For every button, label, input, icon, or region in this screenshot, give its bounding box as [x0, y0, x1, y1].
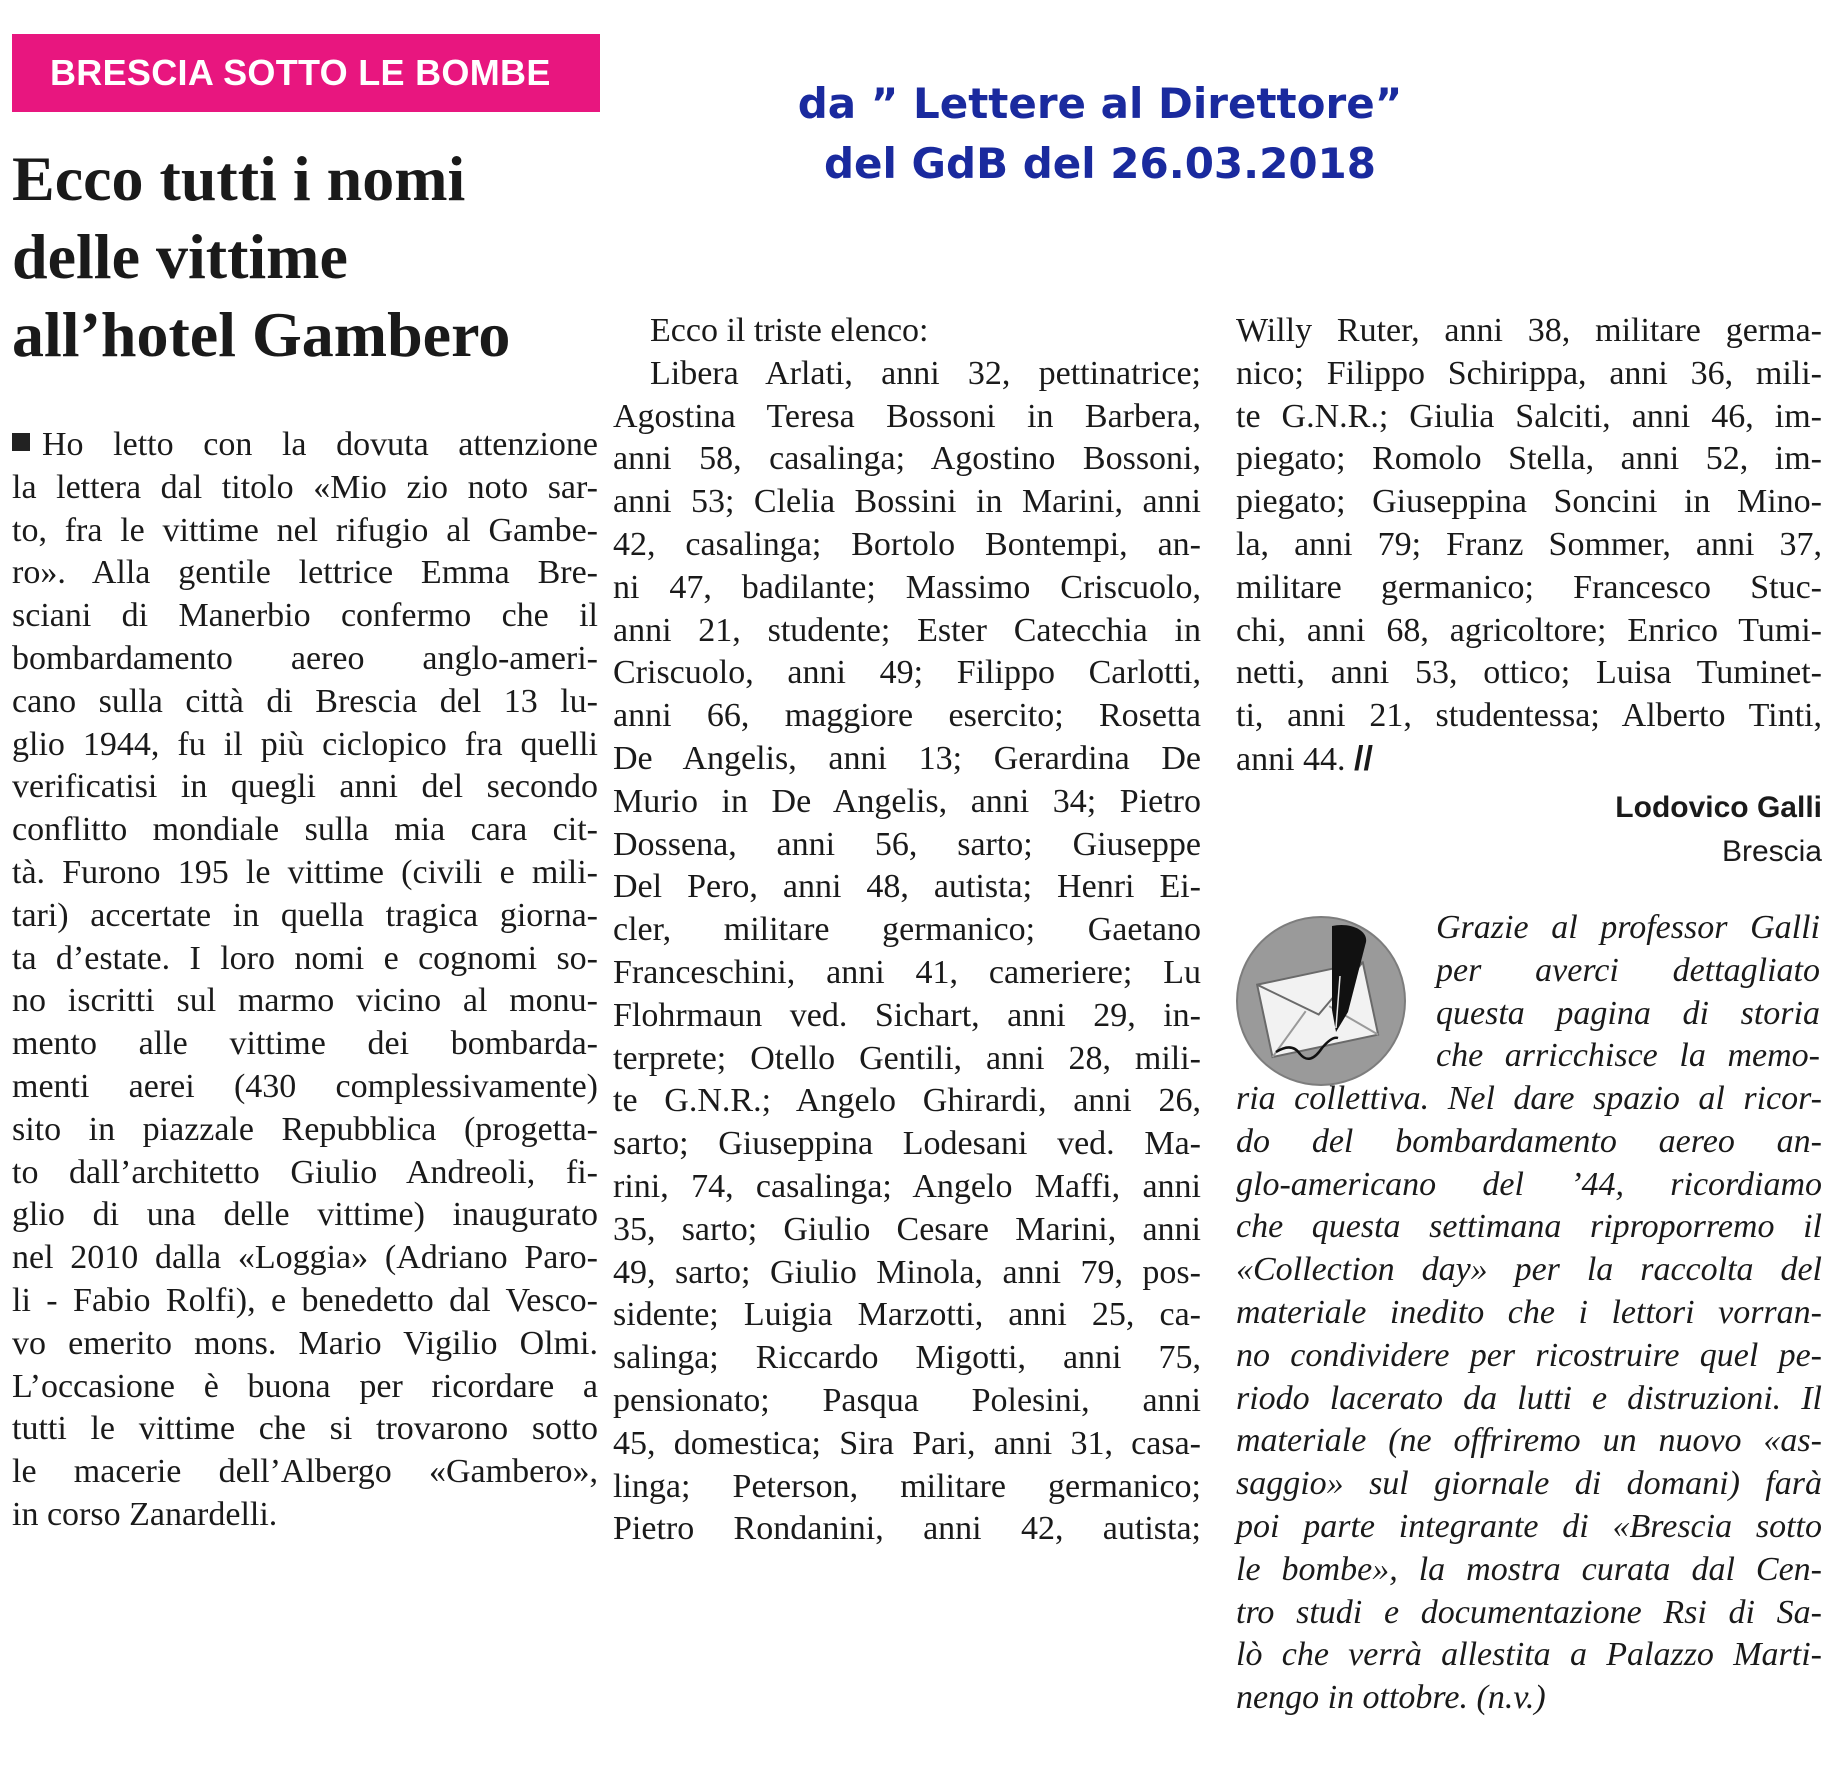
signature: [1615, 786, 1822, 874]
letter-column-1: [12, 424, 598, 1537]
text-line: cler, militare germanico; Gaetano: [613, 911, 1201, 949]
text-line: per averci dettagliato: [1436, 951, 1820, 989]
text-line: che questa settimana riproporremo il: [1236, 1208, 1822, 1246]
text-line: li - Fabio Rolfi), e benedetto dal Vesco-: [12, 1281, 598, 1319]
text-line: netti, anni 53, ottico; Luisa Tuminet-: [1236, 654, 1822, 692]
text-line: ni 47, badilante; Massimo Criscuolo,: [613, 568, 1201, 606]
headline: [12, 140, 612, 374]
text-line: poi parte integrante di «Brescia sotto: [1236, 1507, 1822, 1545]
text-line: Flohrmaun ved. Sichart, anni 29, in-: [613, 996, 1201, 1034]
letter-pen-icon: [1236, 916, 1406, 1086]
text-line: le macerie dell’Albergo «Gambero»,: [12, 1453, 598, 1491]
text-line: 49, sarto; Giulio Minola, anni 79, pos-: [613, 1253, 1201, 1291]
text-line: anni 21, studente; Ester Catecchia in: [613, 611, 1201, 649]
text-line: tari) accertate in quella tragica giorna-: [12, 896, 598, 934]
text-line: Ho letto con la dovuta attenzione: [12, 424, 598, 467]
text-line: le bombe», la mostra curata dal Cen-: [1236, 1550, 1822, 1588]
bullet-square-icon: [12, 433, 30, 451]
text-line: «Collection day» per la raccolta del: [1236, 1251, 1822, 1289]
text-line: lò che verrà allestita a Palazzo Marti-: [1236, 1636, 1822, 1674]
text-line: terprete; Otello Gentili, anni 28, mili-: [613, 1039, 1201, 1077]
text-line: no iscritti sul marmo vicino al monu-: [12, 982, 598, 1020]
text-line: Del Pero, anni 48, autista; Henri Ei-: [613, 868, 1201, 906]
headline-line: all’hotel Gambero: [12, 299, 511, 370]
text-line: nengo in ottobre. (n.v.): [1236, 1679, 1546, 1717]
headline-line: delle vittime: [12, 221, 348, 292]
text-line: Dossena, anni 56, sarto; Giuseppe: [613, 825, 1201, 863]
text-line: nico; Filippo Schirippa, anni 36, mili-: [1236, 354, 1822, 392]
text-line: Criscuolo, anni 49; Filippo Carlotti,: [613, 654, 1201, 692]
text-line: cano sulla città di Brescia del 13 lu-: [12, 682, 598, 720]
text-line: Libera Arlati, anni 32, pettinatrice;: [650, 354, 1201, 392]
text-line: glio di una delle vittime) inaugurato: [12, 1196, 598, 1234]
text-line: De Angelis, anni 13; Gerardina De: [613, 739, 1201, 777]
text-line: glio 1944, fu il più ciclopico fra quelli: [12, 725, 598, 763]
text-line: menti aerei (430 complessivamente): [12, 1067, 598, 1105]
text-line: conflitto mondiale sulla mia cara cit-: [12, 811, 598, 849]
text-line: salinga; Riccardo Migotti, anni 75,: [613, 1339, 1201, 1377]
text-line: to dall’architetto Giulio Andreoli, fi-: [12, 1153, 598, 1191]
text-line: ti, anni 21, studentessa; Alberto Tinti,: [1236, 697, 1822, 735]
text-line: tro studi e documentazione Rsi di Sa-: [1236, 1593, 1822, 1631]
text-line: piegato; Giuseppina Soncini in Mino-: [1236, 483, 1822, 521]
victims-list-column-continued: [1236, 310, 1822, 782]
text-line: sito in piazzale Repubblica (progetta-: [12, 1110, 598, 1148]
text-line: Ecco il triste elenco:: [650, 312, 929, 349]
headline-line: Ecco tutti i nomi: [12, 143, 466, 214]
source-line-1: da ” Lettere al Direttore”: [797, 79, 1403, 128]
text-line: te G.N.R.; Angelo Ghirardi, anni 26,: [613, 1082, 1201, 1120]
text-line: Murio in De Angelis, anni 34; Pietro: [613, 782, 1201, 820]
text-line: ta d’estate. I loro nomi e cognomi so-: [12, 939, 598, 977]
text-line: Pietro Rondanini, anni 42, autista;: [613, 1510, 1201, 1548]
section-kicker: BRESCIA SOTTO LE BOMBE: [12, 34, 600, 112]
text-line: 45, domestica; Sira Pari, anni 31, casa-: [613, 1424, 1201, 1462]
text-line: materiale inedito che i lettori vorran-: [1236, 1293, 1822, 1331]
source-line-2: del GdB del 26.03.2018: [823, 139, 1376, 188]
text-line: rini, 74, casalinga; Angelo Maffi, anni: [613, 1167, 1201, 1205]
source-caption: [700, 74, 1500, 194]
text-line: linga; Peterson, militare germanico;: [613, 1467, 1201, 1505]
text-line: materiale (ne offriremo un nuovo «as-: [1236, 1422, 1822, 1460]
editor-note-top: [1436, 907, 1820, 1078]
text-line: sidente; Luigia Marzotti, anni 25, ca-: [613, 1296, 1201, 1334]
text-line: tutti le vittime che si trovarono sotto: [12, 1410, 598, 1448]
text-line: ria collettiva. Nel dare spazio al ricor-: [1236, 1080, 1822, 1117]
text-line: anni 58, casalinga; Agostino Bossoni,: [613, 440, 1201, 478]
victims-list-column: [613, 310, 1201, 1551]
text-line: ro». Alla gentile lettrice Emma Bre-: [12, 554, 598, 592]
text-line: verificatisi in quegli anni del secondo: [12, 768, 598, 806]
signature-city: Brescia: [1721, 835, 1822, 868]
text-line: no condividere per ricostruire quel pe-: [1236, 1336, 1822, 1374]
text-line: sciani di Manerbio confermo che il: [12, 597, 598, 635]
text-line: chi, anni 68, agricoltore; Enrico Tumi-: [1236, 611, 1822, 649]
text-line: mento alle vittime dei bombarda-: [12, 1025, 598, 1063]
text-line: piegato; Romolo Stella, anni 52, im-: [1236, 440, 1822, 478]
text-line: la, anni 79; Franz Sommer, anni 37,: [1236, 525, 1822, 563]
text-line: la lettera dal titolo «Mio zio noto sar-: [12, 468, 598, 506]
text-line: vo emerito mons. Mario Vigilio Olmi.: [12, 1324, 598, 1362]
text-line: che arricchisce la memo-: [1436, 1037, 1820, 1075]
text-line: questa pagina di storia: [1436, 994, 1820, 1032]
text-line: do del bombardamento aereo an-: [1236, 1122, 1822, 1160]
text-line: Agostina Teresa Bossoni in Barbera,: [613, 397, 1201, 435]
text-line: te G.N.R.; Giulia Salciti, anni 46, im-: [1236, 397, 1822, 435]
text-line: sarto; Giuseppina Lodesani ved. Ma-: [613, 1125, 1201, 1163]
text-line: militare germanico; Francesco Stuc-: [1236, 568, 1822, 606]
editor-note-body: [1236, 1078, 1822, 1720]
text-line: riodo lacerato da lutti e distruzioni. Il: [1236, 1379, 1822, 1417]
text-line: 35, sarto; Giulio Cesare Marini, anni: [613, 1210, 1201, 1248]
text-line: saggio» sul giornale di domani) farà: [1236, 1465, 1822, 1503]
text-line: tà. Furono 195 le vittime (civili e mili-: [12, 853, 598, 891]
text-line: L’occasione è buona per ricordare a: [12, 1367, 598, 1405]
end-mark: //: [1354, 739, 1373, 778]
text-line: Franceschini, anni 41, cameriere; Lu: [613, 953, 1201, 991]
text-line: bombardamento aereo anglo-ameri-: [12, 639, 598, 677]
text-line: pensionato; Pasqua Polesini, anni: [613, 1381, 1201, 1419]
text-line: in corso Zanardelli.: [12, 1495, 278, 1533]
text-line: anni 44. //: [1236, 739, 1373, 778]
text-line: Willy Ruter, anni 38, militare germa-: [1236, 312, 1822, 349]
text-line: glo-americano del ’44, ricordiamo: [1236, 1165, 1822, 1203]
signature-name: Lodovico Galli: [1615, 791, 1822, 824]
text-line: Grazie al professor Galli: [1436, 909, 1820, 946]
text-line: anni 53; Clelia Bossini in Marini, anni: [613, 483, 1201, 521]
text-line: nel 2010 dalla «Loggia» (Adriano Paro-: [12, 1239, 598, 1277]
text-line: to, fra le vittime nel rifugio al Gambe-: [12, 511, 598, 549]
text-line: 42, casalinga; Bortolo Bontempi, an-: [613, 525, 1201, 563]
text-line: anni 66, maggiore esercito; Rosetta: [613, 697, 1201, 735]
